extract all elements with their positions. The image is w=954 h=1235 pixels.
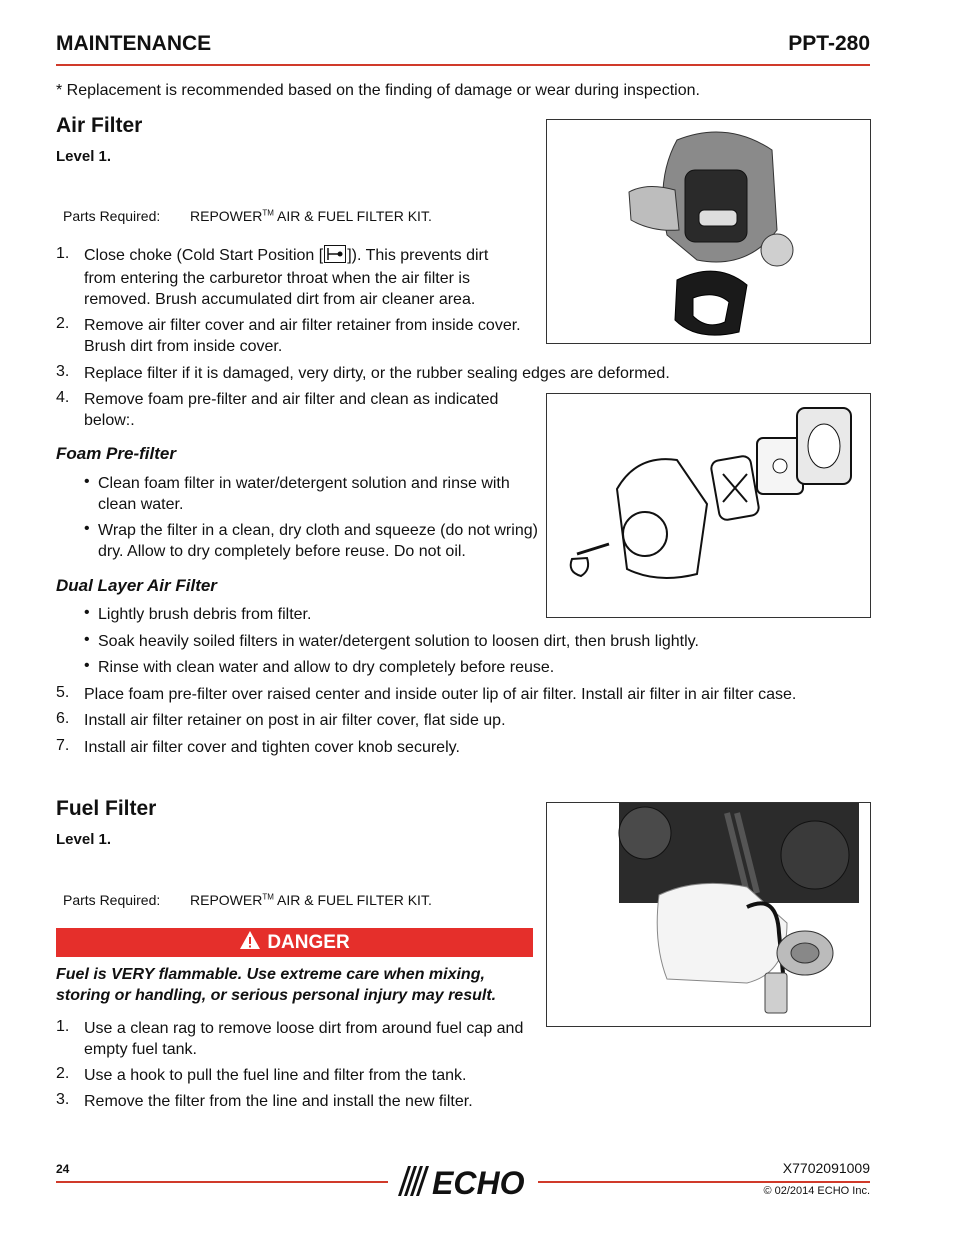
danger-warning: Fuel is VERY flammable. Use extreme care when mixing, storing or handling, or serious personal injury may result. <box>56 966 497 1004</box>
fuel-step-2-number: 2. <box>56 1065 70 1082</box>
air-filter-heading: Air Filter <box>56 114 143 137</box>
air-filter-cover-image <box>546 119 871 344</box>
danger-banner <box>56 928 533 957</box>
bullet-dot: • <box>84 473 90 490</box>
air-parts-value: REPOWER™ AIR & FUEL FILTER KIT. <box>190 208 432 224</box>
air-step-3: Replace filter if it is damaged, very dirty, or the rubber sealing edges are deformed. <box>84 365 670 382</box>
fuel-step-3: Remove the filter from the line and install the new filter. <box>84 1093 473 1110</box>
air-step-1-number: 1. <box>56 245 70 262</box>
page-number: 24 <box>56 1162 70 1176</box>
dual-bullet-2: Soak heavily soiled filters in water/detergent solution to loosen dirt, then brush lightly. <box>98 633 699 650</box>
air-step-7: Install air filter cover and tighten cover knob securely. <box>84 739 460 756</box>
footer-rule-left <box>56 1181 388 1183</box>
air-step-1-cont: from entering the carburetor throat when the air filter is removed. Brush accumulated dirt from air cleaner area. <box>84 270 476 308</box>
air-step-5: Place foam pre-filter over raised center and inside outer lip of air filter. Install air filter in air filter case. <box>84 686 797 703</box>
bullet-dot: • <box>84 604 90 621</box>
fuel-tank-image <box>546 802 871 1027</box>
air-step-6: Install air filter retainer on post in air filter cover, flat side up. <box>84 712 506 729</box>
header-divider <box>56 64 870 66</box>
bullet-dot: • <box>84 520 90 537</box>
air-parts-label: Parts Required: <box>63 208 161 224</box>
copyright: © 02/2014 ECHO Inc. <box>763 1185 870 1197</box>
danger-label: DANGER <box>267 931 350 953</box>
fuel-filter-heading: Fuel Filter <box>56 797 157 820</box>
doc-number: X7702091009 <box>782 1160 870 1176</box>
air-step-6-number: 6. <box>56 710 70 727</box>
air-step-2: Remove air filter cover and air filter retainer from inside cover. Brush dirt from inside cover. <box>84 317 521 355</box>
fuel-step-3-number: 3. <box>56 1091 70 1108</box>
footer-rule-right <box>538 1181 870 1183</box>
choke-icon <box>324 245 346 263</box>
section-title: MAINTENANCE <box>56 32 212 55</box>
echo-logo <box>394 1164 534 1198</box>
fuel-step-2: Use a hook to pull the fuel line and filter from the tank. <box>84 1067 467 1084</box>
air-step-3-number: 3. <box>56 363 70 380</box>
air-step-7-number: 7. <box>56 737 70 754</box>
air-step-2-number: 2. <box>56 315 70 332</box>
air-step-4-number: 4. <box>56 389 70 406</box>
dual-bullet-3: Rinse with clean water and allow to dry completely before reuse. <box>98 659 555 676</box>
fuel-step-1-number: 1. <box>56 1018 70 1035</box>
dual-layer-heading: Dual Layer Air Filter <box>56 576 217 595</box>
air-filter-exploded-image <box>546 393 871 618</box>
fuel-step-1: Use a clean rag to remove loose dirt from around fuel cap and empty fuel tank. <box>84 1020 524 1058</box>
foam-bullet-1: Clean foam filter in water/detergent solution and rinse with clean water. <box>98 475 510 513</box>
foam-bullet-2: Wrap the filter in a clean, dry cloth and squeeze (do not wring) dry. Allow to dry completely before reuse. Do not oil. <box>98 522 538 560</box>
echo-logo-text: ECHO <box>432 1165 525 1198</box>
air-step-5-number: 5. <box>56 684 70 701</box>
air-step-4: Remove foam pre-filter and air filter and clean as indicated below:. <box>84 391 499 429</box>
bullet-dot: • <box>84 631 90 648</box>
model-number: PPT-280 <box>788 32 870 55</box>
air-filter-level: Level 1. <box>56 148 112 165</box>
warning-triangle-icon <box>239 930 261 956</box>
fuel-filter-level: Level 1. <box>56 831 112 848</box>
bullet-dot: • <box>84 657 90 674</box>
replacement-note: * Replacement is recommended based on the finding of damage or wear during inspection. <box>56 82 700 99</box>
fuel-parts-value: REPOWER™ AIR & FUEL FILTER KIT. <box>190 892 432 908</box>
fuel-parts-label: Parts Required: <box>63 892 161 908</box>
air-step-1: Close choke (Cold Start Position [ ]). This prevents dirt <box>84 247 489 264</box>
foam-prefilter-heading: Foam Pre-filter <box>56 444 176 463</box>
dual-bullet-1: Lightly brush debris from filter. <box>98 606 312 623</box>
